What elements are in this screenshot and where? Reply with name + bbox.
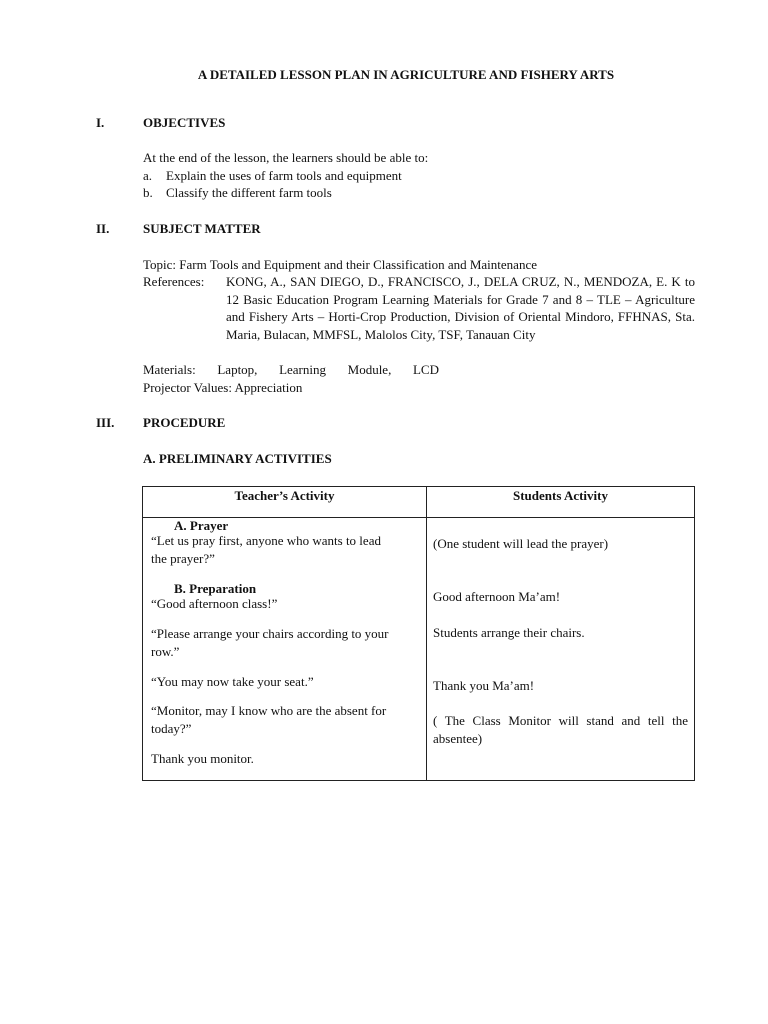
topic-line: Topic: Farm Tools and Equipment and their Classification and Maintenance: [143, 257, 537, 272]
teacher-greeting: “Good afternoon class!”: [151, 596, 278, 611]
teacher-prayer-line1: “Let us pray first, anyone who wants to lead: [151, 533, 381, 548]
student-greeting: Good afternoon Ma’am!: [433, 589, 561, 604]
objectives-number: I.: [96, 115, 105, 130]
objective-item-a: Explain the uses of farm tools and equipment: [166, 168, 402, 183]
preparation-heading: B. Preparation: [174, 581, 257, 596]
materials-label: Materials:: [143, 362, 196, 377]
references-label: References:: [143, 274, 205, 289]
teacher-activity-header: Teacher’s Activity: [143, 487, 427, 518]
objective-marker-b: b.: [143, 185, 153, 200]
table-row: [143, 518, 695, 781]
objective-item-b: Classify the different farm tools: [166, 185, 332, 200]
teacher-activity-cell: [143, 518, 427, 781]
procedure-heading: PROCEDURE: [143, 415, 226, 430]
student-prayer: (One student will lead the prayer): [433, 536, 609, 551]
document-title: A DETAILED LESSON PLAN IN AGRICULTURE AND FISHERY ARTS: [197, 67, 615, 82]
materials-line: [143, 362, 439, 378]
table-header-row: [143, 487, 695, 518]
projector-values-line: Projector Values: Appreciation: [143, 380, 303, 395]
preliminary-activities-heading: A. PRELIMINARY ACTIVITIES: [143, 451, 332, 466]
material-module: Module,: [347, 362, 392, 377]
activity-table: [142, 486, 695, 781]
teacher-prayer-line2: the prayer?”: [151, 551, 215, 566]
prayer-heading: A. Prayer: [174, 518, 229, 533]
student-arrange: Students arrange their chairs.: [433, 625, 585, 640]
objective-marker-a: a.: [143, 168, 153, 183]
teacher-monitor-line1: “Monitor, may I know who are the absent for: [151, 703, 387, 718]
students-activity-header: Students Activity: [427, 487, 695, 518]
teacher-arrange-line2: row.”: [151, 644, 180, 659]
student-absentee: ( The Class Monitor will stand and tell the absentee): [433, 713, 688, 746]
material-learning: Learning: [279, 362, 326, 377]
procedure-number: III.: [96, 415, 115, 430]
subject-matter-heading: SUBJECT MATTER: [143, 221, 261, 236]
material-laptop: Laptop,: [217, 362, 258, 377]
teacher-seat: “You may now take your seat.”: [151, 674, 314, 689]
teacher-arrange-line1: “Please arrange your chairs according to your: [151, 626, 389, 641]
objectives-heading: OBJECTIVES: [143, 115, 226, 130]
material-lcd: LCD: [412, 362, 439, 377]
subject-matter-number: II.: [96, 221, 110, 236]
student-thanks: Thank you Ma’am!: [433, 678, 535, 693]
teacher-monitor-line2: today?”: [151, 721, 192, 736]
objectives-intro: At the end of the lesson, the learners should be able to:: [143, 150, 429, 165]
students-activity-cell: [427, 518, 695, 781]
teacher-thanks: Thank you monitor.: [151, 751, 254, 766]
references-text: KONG, A., SAN DIEGO, D., FRANCISCO, J., DELA CRUZ, N., MENDOZA, E. K to 12 Basic Education Program Learning Materials for Grade 7 and 8 – TLE – Agriculture and Fishery Arts – Horti-Crop Production, Division of Oriental Mindoro, FFHNAS, Sta. Maria, Bulacan, MMFSL, Malolos City, TSF, Tanauan City: [226, 274, 695, 342]
